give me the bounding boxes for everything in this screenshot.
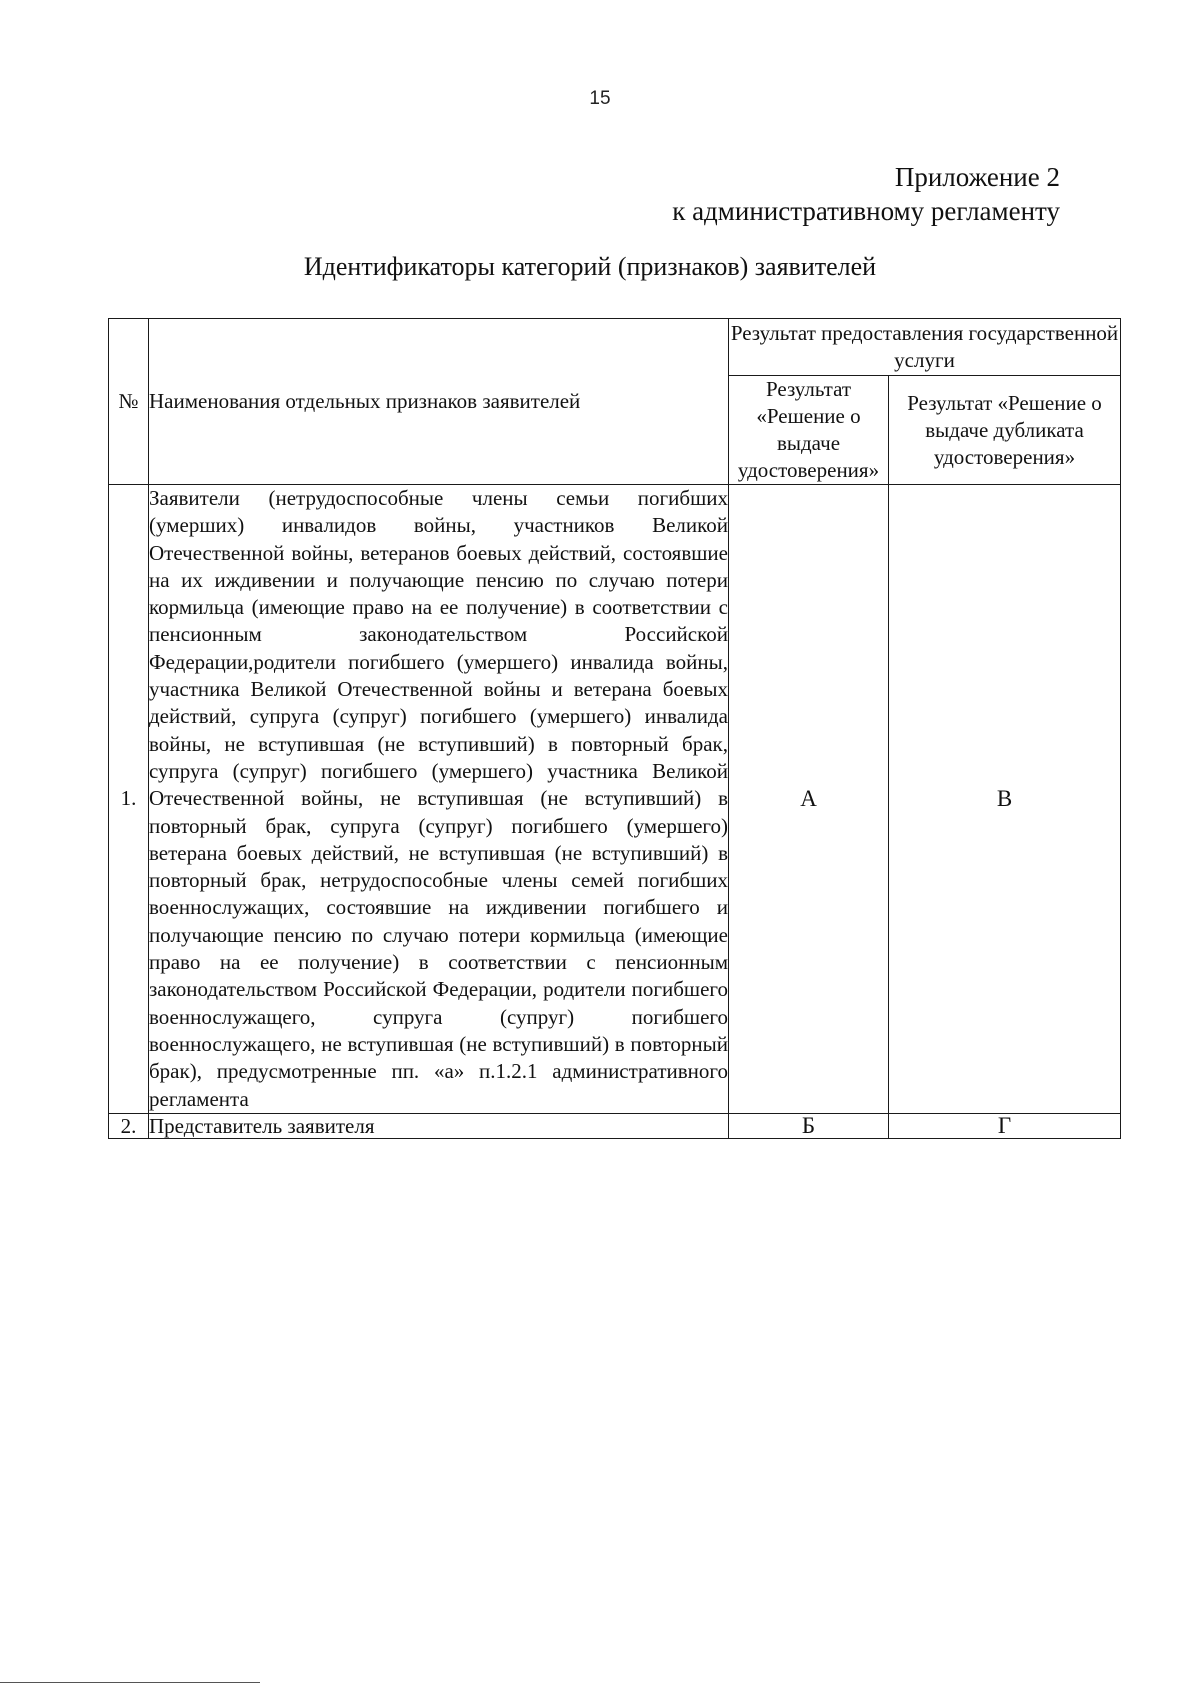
row-description: Заявители (нетрудоспособные члены семьи погибших (умерших) инвалидов войны, участников Великой Отечественной войны, ветеранов боевых действий, состоявшие на их иждивении и получающие пенсию по случаю потери кормильца (имеющие право на ее получение) в соответствии с пенсионным законодательством Российской Федерации,родители погибшего (умершего) инвалида войны, участника Великой Отечественной войны и ветерана боевых действий, супруга (супруг) погибшего (умершего) инвалида войны, не вступившая (не вступивший) в повторный брак, супруга (супруг) погибшего (умершего) участника Великой Отечественной войны, не вступившая (не вступивший) в повторный брак, супруга (супруг) погибшего (умершего) ветерана боевых действий, не вступившая (не вступивший) в повторный брак, нетрудоспособные члены семей погибших военнослужащих, состоявшие на иждивении погибшего и получающие пенсию по случаю потери кормильца (имеющие право на ее получение) в соответствии с пенсионным законодательством Российской Федерации, родители погибшего военнослужащего, супруга (супруг) погибшего военнослужащего, не вступившая (не вступивший) в повторный брак), предусмотренные пп. «а» п.1.2.1 административного регламента [149, 485, 729, 1114]
scan-bottom-line [0, 1682, 260, 1695]
applicant-categories-table [108, 318, 1121, 1139]
header-result-certificate: Результат «Решение о выдаче удостоверения» [729, 376, 889, 485]
appendix-header [672, 160, 1060, 228]
row-result-duplicate: В [889, 485, 1121, 1114]
document-title: Идентификаторы категорий (признаков) заявителей [303, 252, 877, 281]
header-number: № [109, 319, 149, 485]
appendix-line-1: Приложение 2 [894, 162, 1060, 192]
header-result-group: Результат предоставления государственной услуги [729, 319, 1121, 376]
row-description: Представитель заявителя [149, 1113, 729, 1138]
header-applicant-features: Наименования отдельных признаков заявителей [149, 319, 729, 485]
row-result-certificate: А [729, 485, 889, 1114]
table-row [109, 485, 1121, 1114]
row-number: 1. [109, 485, 149, 1114]
header-result-duplicate: Результат «Решение о выдаче дубликата удостоверения» [889, 376, 1121, 485]
row-number: 2. [109, 1113, 149, 1138]
row-result-certificate: Б [729, 1113, 889, 1138]
table-header-row-1 [109, 319, 1121, 376]
table-row [109, 1113, 1121, 1138]
row-result-duplicate: Г [889, 1113, 1121, 1138]
appendix-line-2: к административному регламенту [672, 196, 1060, 226]
page-number: 15 [589, 88, 611, 109]
